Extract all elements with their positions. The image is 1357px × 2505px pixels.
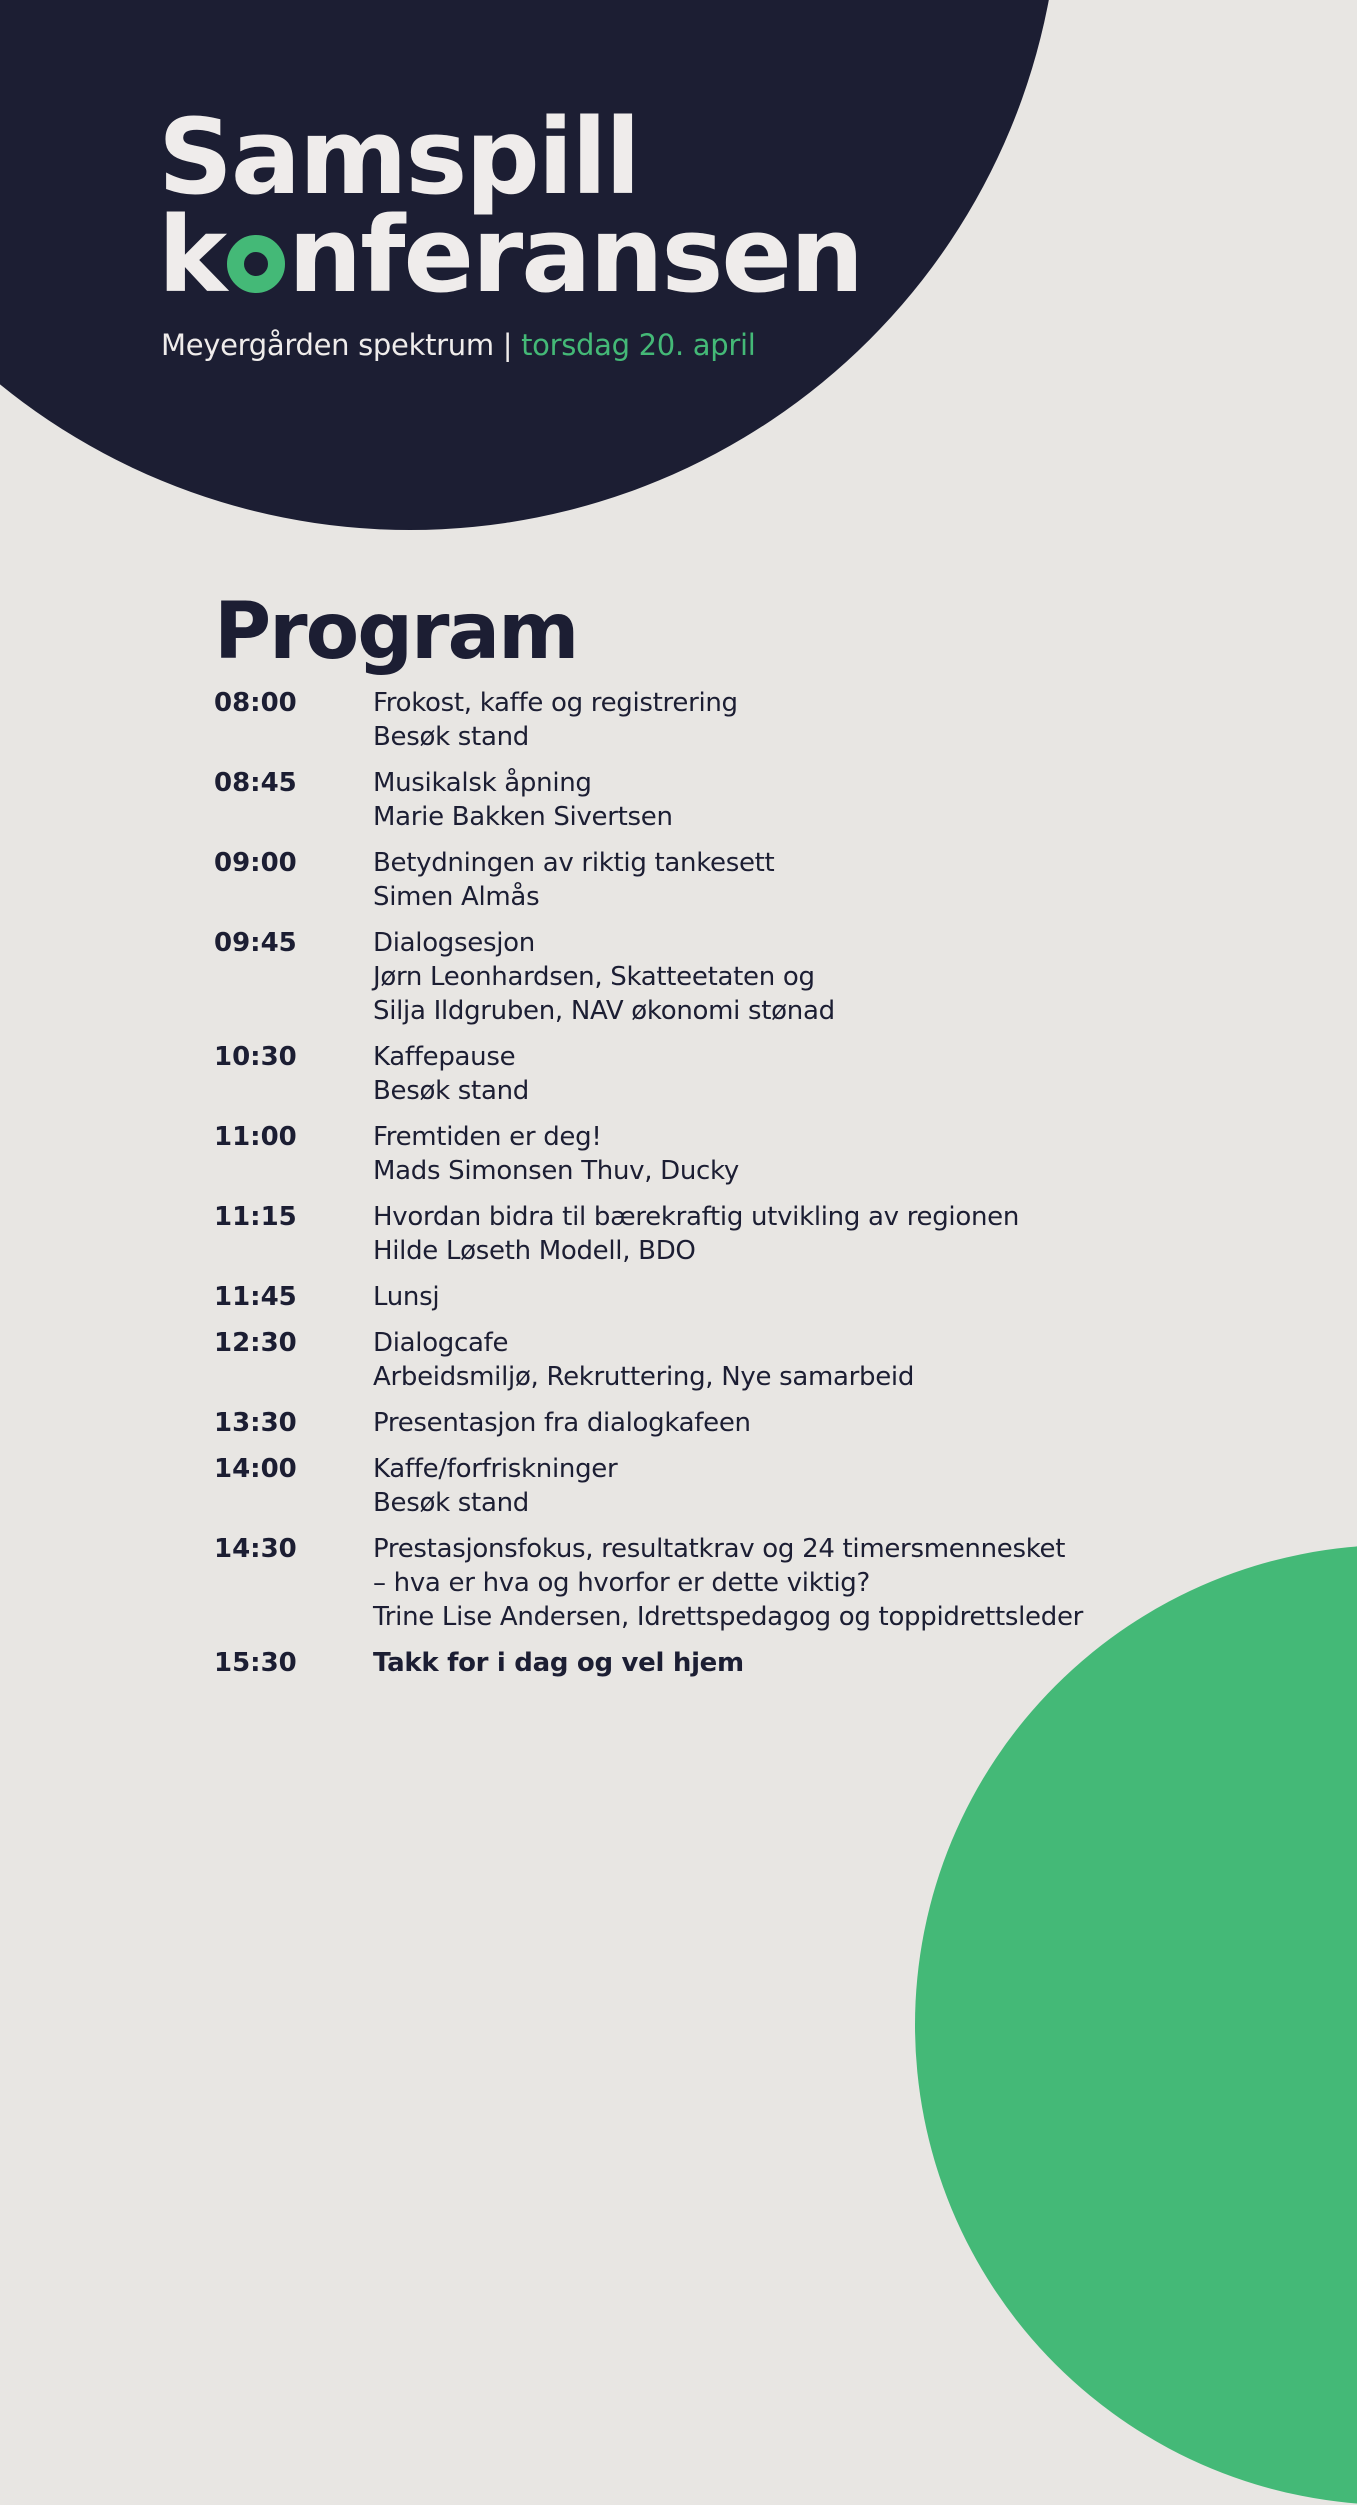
program-item: [214, 1200, 1214, 1268]
program-item-description: [373, 766, 673, 834]
program-item: [214, 1326, 1214, 1394]
program-item: [214, 846, 1214, 914]
title-line-2-suffix: nferansen: [288, 194, 862, 316]
program-item: [214, 1646, 1214, 1680]
program-item-description: [373, 1280, 439, 1314]
program-item-line: Kaffe/forfriskninger: [373, 1454, 618, 1484]
program-item-description: [373, 926, 835, 1028]
program-item: [214, 1532, 1214, 1634]
program-heading: Program: [214, 587, 578, 677]
program-item: [214, 1406, 1214, 1440]
program-item-description: [373, 1452, 617, 1520]
program-item-time: 09:00: [214, 848, 297, 878]
title-line-1: Samspill: [158, 96, 639, 218]
program-item: [214, 1280, 1214, 1314]
program-item: [214, 766, 1214, 834]
program-item-line: Trine Lise Andersen, Idrettspedagog og toppidrettsleder: [373, 1602, 1084, 1632]
event-date: torsdag 20. april: [521, 328, 756, 362]
program-item-line: Prestasjonsfokus, resultatkrav og 24 timersmennesket: [373, 1534, 1066, 1564]
venue-date-line: [161, 328, 756, 362]
program-item-line: Hilde Løseth Modell, BDO: [373, 1236, 696, 1266]
program-item-time: 11:45: [214, 1282, 297, 1312]
program-item-line: Besøk stand: [373, 1488, 529, 1518]
program-item-line: Lunsj: [373, 1282, 440, 1312]
program-item-line: Kaffepause: [373, 1042, 516, 1072]
program-item-line: Musikalsk åpning: [373, 768, 592, 798]
speech-bubble-o-icon: [227, 235, 285, 293]
program-item-time: 11:15: [214, 1202, 297, 1232]
program-item-time: 13:30: [214, 1408, 297, 1438]
program-item-line: Dialogsesjon: [373, 928, 535, 958]
program-item-description: [373, 1406, 751, 1440]
program-item-time: 11:00: [214, 1122, 297, 1152]
program-item: [214, 1120, 1214, 1188]
program-item-time: 14:30: [214, 1534, 297, 1564]
program-item-description: [373, 1120, 739, 1188]
program-item-description: [373, 1200, 1019, 1268]
program-item-time: 09:45: [214, 928, 297, 958]
program-item-description: [373, 1532, 1083, 1634]
program-item-description: [373, 1326, 914, 1394]
program-item-line: Dialogcafe: [373, 1328, 509, 1358]
program-item-line: Frokost, kaffe og registrering: [373, 688, 738, 718]
program-item-description: [373, 1646, 744, 1680]
program-item-time: 12:30: [214, 1328, 297, 1358]
program-item: [214, 926, 1214, 1028]
title-line-2-prefix: k: [158, 194, 226, 316]
title-line-2: [158, 194, 862, 316]
program-item-line: Besøk stand: [373, 1076, 529, 1106]
program-item-time: 08:45: [214, 768, 297, 798]
program-item-line: Besøk stand: [373, 722, 529, 752]
program-item-line: Simen Almås: [373, 882, 540, 912]
program-item: [214, 1452, 1214, 1520]
program-item-line: Presentasjon fra dialogkafeen: [373, 1408, 751, 1438]
program-item-line: Silja Ildgruben, NAV økonomi stønad: [373, 996, 835, 1026]
program-item-line: – hva er hva og hvorfor er dette viktig?: [373, 1568, 870, 1598]
program-list: [214, 686, 1214, 1680]
program-item-line: Betydningen av riktig tankesett: [373, 848, 775, 878]
program-item-time: 10:30: [214, 1042, 297, 1072]
program-item-line: Marie Bakken Sivertsen: [373, 802, 673, 832]
program-item-time: 14:00: [214, 1454, 297, 1484]
program-item-line: Arbeidsmiljø, Rekruttering, Nye samarbeid: [373, 1362, 915, 1392]
program-item-time: 15:30: [214, 1648, 297, 1678]
program-item-time: 08:00: [214, 688, 297, 718]
program-item-line: Fremtiden er deg!: [373, 1122, 602, 1152]
program-section: [214, 588, 1214, 1692]
program-item-line: Takk for i dag og vel hjem: [373, 1648, 744, 1678]
program-item-line: Mads Simonsen Thuv, Ducky: [373, 1156, 739, 1186]
program-item: [214, 1040, 1214, 1108]
conference-title: [158, 96, 862, 316]
program-item-description: [373, 846, 774, 914]
program-item-line: Jørn Leonhardsen, Skatteetaten og: [373, 962, 815, 992]
program-item: [214, 686, 1214, 754]
program-item-description: [373, 1040, 529, 1108]
venue-text: Meyergården spektrum |: [161, 328, 513, 362]
program-item-line: Hvordan bidra til bærekraftig utvikling av regionen: [373, 1202, 1020, 1232]
program-item-description: [373, 686, 738, 754]
